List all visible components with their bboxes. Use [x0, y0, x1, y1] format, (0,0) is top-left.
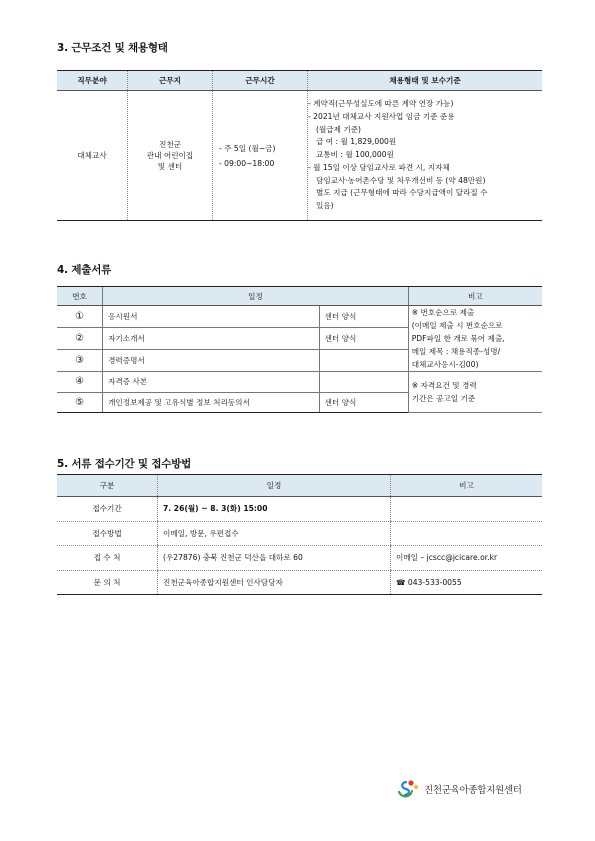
table-row [57, 546, 542, 571]
condition-line: - 계약직(근무성실도에 따른 계약 연장 가능) [308, 98, 454, 108]
work-conditions-table [57, 70, 542, 221]
note-line: ※ 자격요건 및 경력 [411, 381, 477, 390]
conditions-cell [308, 91, 543, 221]
table-row [57, 570, 542, 595]
header-schedule: 일정 [103, 287, 409, 306]
table-row [57, 521, 542, 546]
row-note [391, 521, 543, 546]
center-logo-text: 진천군육아종합지원센터 [424, 785, 522, 796]
doc-form [319, 350, 408, 372]
header-hours: 근무시간 [213, 71, 308, 91]
table-row [57, 306, 542, 328]
doc-num: ④ [57, 372, 103, 393]
doc-name: 자기소개서 [103, 328, 319, 350]
header-note: 비고 [408, 287, 542, 306]
hours-line: - 09:00~18:00 [219, 158, 275, 168]
condition-line: 있음) [316, 201, 334, 211]
place-line: 진천군 [158, 140, 181, 149]
doc-form [319, 372, 408, 393]
header-schedule: 일정 [158, 475, 391, 497]
doc-form: 센터 양식 [319, 328, 408, 350]
doc-num: ⑤ [57, 392, 103, 413]
header-field: 직무분야 [57, 71, 128, 91]
doc-name: 경력증명서 [103, 350, 319, 372]
condition-line: (월급제 기준) [316, 124, 362, 134]
note-line: PDF파일 한 개로 묶어 제출, [411, 334, 505, 343]
doc-name: 자격증 사본 [103, 372, 319, 393]
work-hours [213, 91, 308, 221]
job-field: 대체교사 [57, 91, 128, 221]
table-row [57, 372, 542, 393]
condition-line: - 월 15일 이상 담임교사로 파견 시, 지자체 [308, 162, 450, 172]
condition-line: 담임교사·농어촌수당 및 처우개선비 등 (약 48만원) [316, 175, 486, 185]
application-table [57, 474, 542, 595]
doc-name: 개인정보제공 및 고유식별 정보 처리동의서 [103, 392, 319, 413]
documents-table [57, 286, 542, 413]
doc-num: ③ [57, 350, 103, 372]
table-row [57, 91, 542, 221]
qualification-note [408, 372, 542, 413]
doc-form: 센터 양식 [319, 392, 408, 413]
note-line: 메일 제목 : 채용직종-성명/ [411, 347, 501, 356]
center-logo-icon [396, 778, 420, 800]
row-value: 진천군육아종합지원센터 인사담당자 [158, 570, 391, 595]
header-conditions: 채용형태 및 보수기준 [308, 71, 543, 91]
note-line: 기간은 공고일 기준 [411, 394, 476, 403]
row-note [391, 497, 543, 522]
doc-num: ① [57, 306, 103, 328]
table-header-row [57, 475, 542, 497]
section-3-title: 3. 근무조건 및 채용형태 [57, 42, 168, 54]
doc-form: 센터 양식 [319, 306, 408, 328]
header-category: 구분 [57, 475, 158, 497]
row-label: 접수방법 [57, 521, 158, 546]
center-logo [396, 778, 522, 800]
note-line: ※ 번호순으로 제출 [411, 308, 475, 317]
condition-line: 급 여 : 월 1,829,000원 [316, 137, 397, 147]
place-line: 및 센터 [157, 162, 183, 171]
section-4-title: 4. 제출서류 [57, 264, 112, 276]
header-note: 비고 [391, 475, 543, 497]
row-value: 이메일, 방문, 우편접수 [158, 521, 391, 546]
condition-line: 별도 지급 (근무형태에 따라 수당지급액이 달라질 수 [316, 188, 488, 198]
note-line: (이메일 제출 시 번호순으로 [411, 321, 503, 330]
note-line: 대체교사응시-김00) [411, 360, 479, 369]
row-label: 접 수 처 [57, 546, 158, 571]
doc-num: ② [57, 328, 103, 350]
row-value: (우27876) 충북 진천군 덕산읍 대하로 60 [158, 546, 391, 571]
row-label: 접수기간 [57, 497, 158, 522]
table-header-row [57, 71, 542, 91]
place-line: 관내 어린이집 [146, 151, 194, 160]
table-header-row [57, 287, 542, 306]
row-label: 문 의 처 [57, 570, 158, 595]
section-5-title: 5. 서류 접수기간 및 접수방법 [57, 458, 192, 470]
doc-name: 응시원서 [103, 306, 319, 328]
hours-line: - 주 5일 (월~금) [219, 143, 276, 153]
row-value: 7. 26(월) ~ 8. 3(화) 15:00 [158, 497, 391, 522]
condition-line: 교통비 : 월 100,000원 [316, 150, 394, 160]
table-row [57, 497, 542, 522]
header-num: 번호 [57, 287, 103, 306]
work-place [128, 91, 213, 221]
condition-line: - 2021년 대체교사 지원사업 임금 기준 준용 [308, 111, 455, 121]
email-contact[interactable]: 이메일 – jcscc@jcicare.or.kr [391, 546, 543, 571]
submit-note [408, 306, 542, 372]
phone-contact: ☎ 043-533-0055 [391, 570, 543, 595]
header-place: 근무지 [128, 71, 213, 91]
